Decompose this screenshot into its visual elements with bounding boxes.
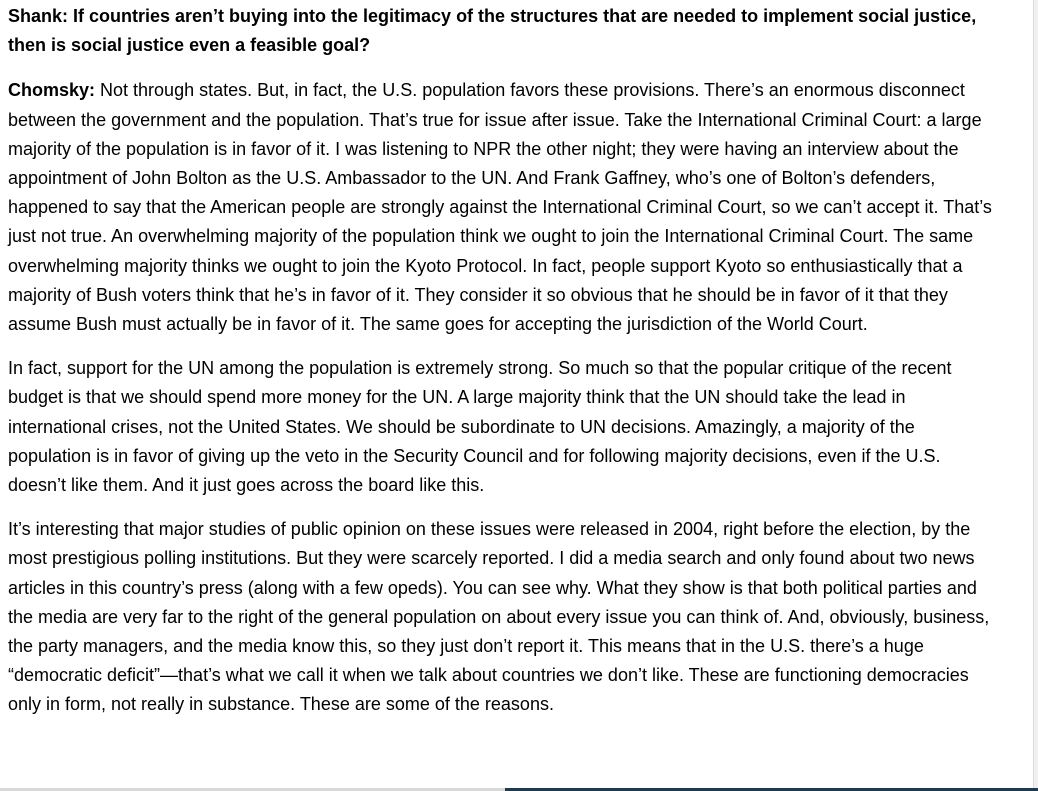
answer-paragraph-1 <box>8 76 998 339</box>
answer-text-1: Not through states. But, in fact, the U.S. population favors these provisions. There’s an enormous disconnect between the government and the population. That’s true for issue after issue. Take the International Criminal Court: a large majority of the population is in favor of it. I was listening to NPR the other night; they were having an interview about the appointment of John Bolton as the U.S. Ambassador to the UN. And Frank Gaffney, who’s one of Bolton’s defenders, happened to say that the American people are strongly against the International Criminal Court, so we can’t accept it. That’s just not true. An overwhelming majority of the population think we ought to join the International Criminal Court. The same overwhelming majority thinks we ought to join the Kyoto Protocol. In fact, people support Kyoto so enthusiastically that a majority of Bush voters think that he’s in favor of it. They consider it so obvious that he should be in favor of it that they assume Bush must actually be in favor of it. The same goes for accepting the jurisdiction of the World Court. <box>8 80 992 335</box>
answer-text-3: It’s interesting that major studies of public opinion on these issues were released in 2004, right before the election, by the most prestigious polling institutions. But they were scarcely reported. I did a media search and only found about two news articles in this country’s press (along with a few opeds). You can see why. What they show is that both political parties and the media are very far to the right of the general population on about every issue you can think of. And, obviously, business, the party managers, and the media know this, so they just don’t report it. This means that in the U.S. there’s a huge “democratic deficit”—that’s what we call it when we talk about countries we don’t like. These are functioning democracies only in form, not really in substance. These are some of the reasons. <box>8 519 990 715</box>
vertical-scrollbar[interactable] <box>1033 0 1038 791</box>
answer-paragraph-3 <box>8 515 998 719</box>
answer-paragraph-2 <box>8 354 998 500</box>
question-text: Shank: If countries aren’t buying into the legitimacy of the structures that are needed to implement social justice, then is social justice even a feasible goal? <box>8 6 977 56</box>
interview-question <box>8 2 998 60</box>
answer-text-2: In fact, support for the UN among the population is extremely strong. So much so that the popular critique of the recent budget is that we should spend more money for the UN. A large majority think that the UN should take the lead in international crises, not the United States. We should be subordinate to UN decisions. Amazingly, a majority of the population is in favor of giving up the veto in the Security Council and for following majority decisions, even if the U.S. doesn’t like them. And it just goes across the board like this. <box>8 358 952 496</box>
article-body <box>8 2 998 735</box>
speaker-label: Chomsky: <box>8 80 96 101</box>
